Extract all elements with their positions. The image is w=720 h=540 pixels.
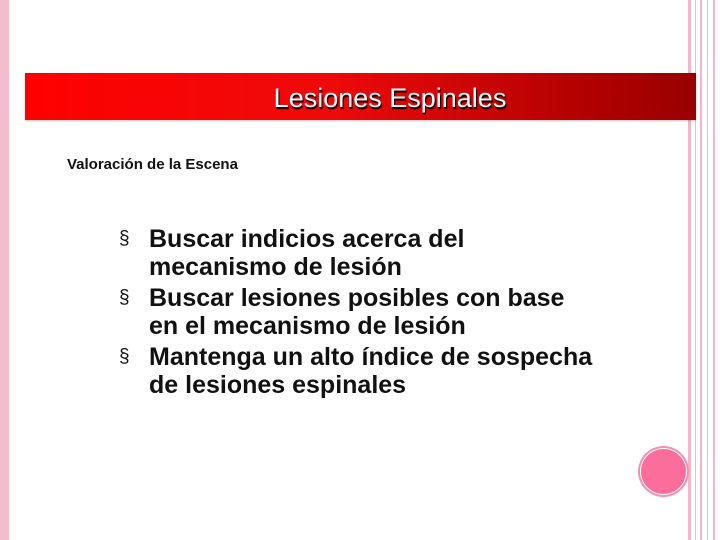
bullet-text-line: de lesiones espinales	[149, 371, 407, 399]
bullet-item	[119, 225, 659, 281]
bullet-text-line: en el mecanismo de lesión	[149, 312, 466, 340]
bullet-text-line: Mantenga un alto índice de sospecha	[149, 343, 593, 371]
bullet-marker-icon: §	[119, 228, 130, 249]
bullet-marker-icon: §	[119, 346, 130, 367]
slide-title: Lesiones Espinales	[273, 83, 507, 113]
bullet-marker-icon: §	[119, 287, 130, 308]
bullet-text-line: Buscar indicios acerca del	[149, 225, 465, 253]
bullet-item	[119, 284, 659, 340]
bullet-list	[119, 225, 659, 402]
bullet-text-line: Buscar lesiones posibles con base	[149, 284, 565, 312]
bullet-item	[119, 343, 659, 399]
left-decorative-border	[0, 0, 9, 540]
slide-subtitle: Valoración de la Escena	[67, 156, 238, 173]
bullet-text-line: mecanismo de lesión	[149, 253, 402, 281]
pink-circle-decoration	[641, 449, 686, 494]
title-banner	[25, 73, 696, 120]
